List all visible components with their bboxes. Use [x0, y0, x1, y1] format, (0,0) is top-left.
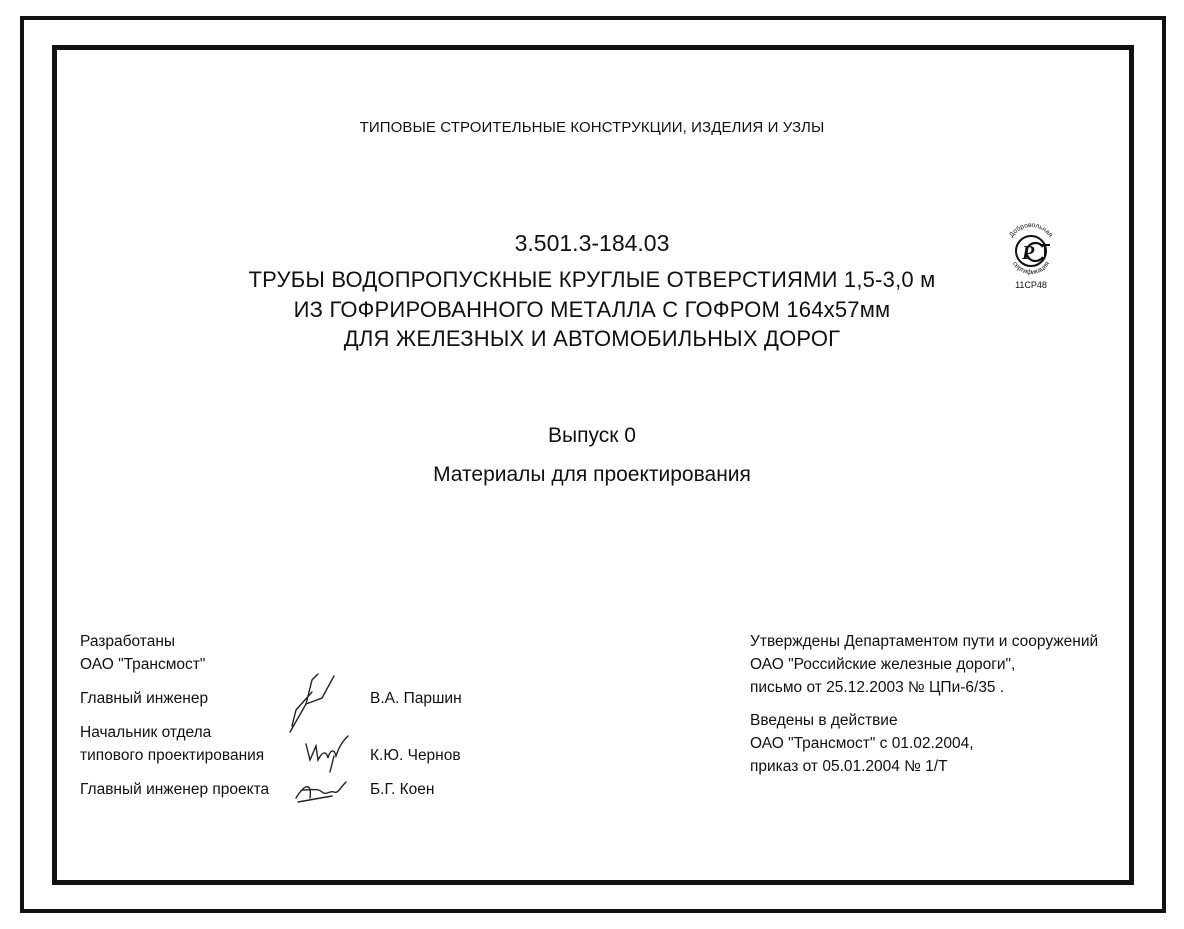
signatory-position: типового проектирования [80, 747, 265, 764]
signatory-position-line1: Начальник отдела [80, 724, 212, 741]
approval-letter: письмо от 25.12.2003 № ЦПи-6/35 . [750, 679, 1005, 696]
developer-organization: ОАО "Трансмост" [80, 656, 206, 673]
signatory-name: К.Ю. Чернов [370, 747, 461, 764]
title-line: ДЛЯ ЖЕЛЕЗНЫХ И АВТОМОБИЛЬНЫХ ДОРОГ [343, 326, 841, 351]
signatory-position: Главный инженер проекта [80, 781, 270, 798]
certification-bottom-text: сертификация [1010, 260, 1052, 277]
signature-parshin [282, 670, 342, 736]
issue-number: Выпуск 0 [548, 424, 636, 447]
enactment-label: Введены в действие [750, 712, 898, 729]
signature-koen [292, 776, 352, 806]
title-line: ТРУБЫ ВОДОПРОПУСКНЫЕ КРУГЛЫЕ ОТВЕРСТИЯМИ 1,5-3,0 м [248, 267, 936, 292]
approval-line: ОАО "Российские железные дороги", [750, 656, 1016, 673]
signatory-position: Главный инженер [80, 690, 209, 707]
enactment-line: ОАО "Трансмост" с 01.02.2004, [750, 735, 974, 752]
certification-code: 11СР48 [1015, 280, 1047, 290]
series-heading: ТИПОВЫЕ СТРОИТЕЛЬНЫЕ КОНСТРУКЦИИ, ИЗДЕЛИЯ И УЗЛЫ [359, 119, 825, 136]
document-code: 3.501.3-184.03 [514, 230, 670, 256]
svg-text:P: P [1022, 242, 1035, 264]
certification-mark-icon [1000, 218, 1062, 292]
certification-top-text: Добровольная [1008, 221, 1054, 239]
enactment-order: приказ от 05.01.2004 № 1/Т [750, 758, 948, 775]
developed-label: Разработаны [80, 633, 176, 650]
title-line: ИЗ ГОФРИРОВАННОГО МЕТАЛЛА С ГОФРОМ 164х57мм [293, 297, 891, 322]
signature-chernov [300, 730, 358, 776]
issue-subtitle: Материалы для проектирования [433, 463, 751, 486]
approval-line: Утверждены Департаментом пути и сооружений [750, 633, 1099, 650]
signatory-name: Б.Г. Коен [370, 781, 435, 798]
signatory-name: В.А. Паршин [370, 690, 462, 707]
